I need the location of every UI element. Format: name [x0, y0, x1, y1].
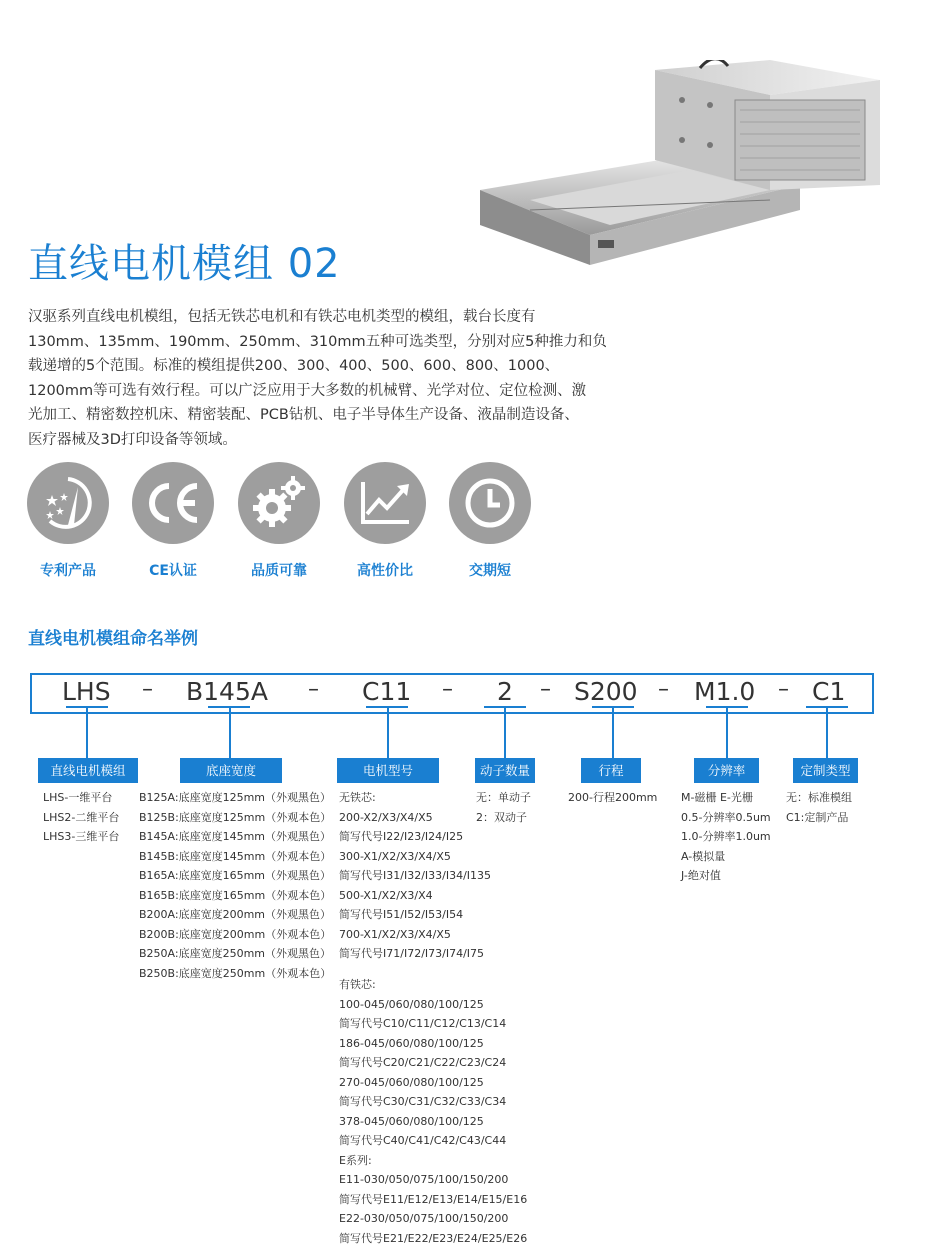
list-item: 简写代号I71/I72/I73/I74/I75 — [339, 947, 485, 960]
list-item: B250A:底座宽度250mm（外观黑色） — [139, 947, 332, 960]
list-item: 2：双动子 — [476, 810, 527, 824]
list-item: 186-045/060/080/100/125 — [339, 1036, 484, 1050]
list-item: E11-030/050/075/100/150/200 — [339, 1173, 509, 1186]
code-dash: – — [308, 677, 319, 702]
feature-label: CE认证 — [149, 563, 197, 579]
list-item: 0.5-分辨率0.5um — [681, 810, 771, 824]
connector-line — [229, 706, 231, 758]
code-dash: – — [442, 677, 453, 702]
list-item: 简写代号C30/C31/C32/C33/C34 — [339, 1095, 507, 1108]
intro-line: 载递增的5个范围。标准的模组提供200、300、400、500、600、800、1000、 — [28, 358, 560, 374]
column-motor-ironless — [339, 788, 491, 964]
ce-icon — [132, 462, 214, 544]
feature-label: 品质可靠 — [251, 563, 307, 579]
column-module — [43, 788, 119, 847]
code-segment: C11 — [362, 677, 412, 706]
list-item: 简写代号C40/C41/C42/C43/C44 — [339, 1134, 507, 1147]
list-item: 1.0-分辨率1.0um — [681, 830, 771, 843]
list-item: 简写代号I22/I23/I24/I25 — [339, 830, 464, 843]
list-item: 简写代号E21/E22/E23/E24/E25/E26 — [339, 1231, 528, 1245]
list-item: 200-X2/X3/X4/X5 — [339, 810, 433, 824]
list-item: 无：单动子 — [476, 791, 531, 804]
tag-custom-type: 定制类型 — [793, 758, 858, 783]
code-segment: C1 — [812, 677, 846, 706]
list-item: B125A:底座宽度125mm（外观黑色） — [139, 791, 332, 804]
page-title: 直线电机模组 02 — [28, 241, 341, 287]
list-item: B200B:底座宽度200mm（外观本色） — [139, 927, 332, 941]
list-item: 200-行程200mm — [568, 791, 658, 804]
list-item: B165B:底座宽度165mm（外观本色） — [139, 888, 332, 902]
list-item: 300-X1/X2/X3/X4/X5 — [339, 849, 451, 863]
column-base-width — [139, 788, 331, 983]
feature-label: 交期短 — [469, 563, 511, 579]
list-item: 700-X1/X2/X3/X4/X5 — [339, 927, 451, 941]
list-item: 简写代号I51/I52/I53/I54 — [339, 908, 464, 921]
list-item: A-模拟量 — [681, 849, 726, 863]
list-item: E22-030/050/075/100/150/200 — [339, 1212, 509, 1225]
tag-resolution: 分辨率 — [694, 758, 759, 783]
connector-line — [504, 706, 506, 758]
code-segment: M1.0 — [694, 677, 756, 706]
feature-ce — [128, 462, 218, 580]
list-item: 简写代号C20/C21/C22/C23/C24 — [339, 1056, 507, 1069]
list-item: 378-045/060/080/100/125 — [339, 1114, 484, 1128]
code-segment: B145A — [186, 677, 268, 706]
tag-mover-count: 动子数量 — [475, 758, 535, 783]
intro-paragraph — [28, 305, 618, 452]
list-item: 无铁芯: — [339, 791, 376, 804]
intro-line: 1200mm等可选有效行程。可以广泛应用于大多数的机械臂、光学对位、定位检测、激 — [28, 382, 587, 399]
list-item: B125B:底座宽度125mm（外观本色） — [139, 810, 332, 824]
feature-label: 高性价比 — [357, 563, 413, 579]
feature-label: 专利产品 — [40, 563, 96, 579]
connector-line — [387, 706, 389, 758]
code-dash: – — [540, 677, 551, 702]
tag-base-width: 底座宽度 — [180, 758, 282, 783]
list-item: M-磁栅 E-光栅 — [681, 791, 753, 804]
list-item: 有铁芯: — [339, 978, 376, 991]
intro-line: 医疗器械及3D打印设备等领域。 — [28, 431, 237, 448]
tag-stroke: 行程 — [581, 758, 641, 783]
product-image — [470, 60, 890, 275]
tag-module: 直线电机模组 — [38, 758, 138, 783]
code-segment: LHS — [62, 677, 111, 706]
list-item: E系列: — [339, 1153, 372, 1167]
list-item: 270-045/060/080/100/125 — [339, 1075, 484, 1089]
column-mover-count — [476, 788, 531, 827]
feature-patent — [23, 462, 113, 580]
code-dash: – — [778, 677, 789, 702]
code-segment: S200 — [574, 677, 638, 706]
list-item: 500-X1/X2/X3/X4 — [339, 888, 433, 902]
column-motor-iron-core — [339, 975, 527, 1248]
connector-line — [612, 706, 614, 758]
list-item: 100-045/060/080/100/125 — [339, 997, 484, 1011]
gears-icon — [238, 462, 320, 544]
feature-value — [340, 462, 430, 580]
feature-quality — [234, 462, 324, 580]
list-item: C1:定制产品 — [786, 810, 849, 824]
list-item: B145B:底座宽度145mm（外观本色） — [139, 849, 332, 863]
intro-line: 光加工、精密数控机床、精密装配、PCB钻机、电子半导体生产设备、液晶制造设备、 — [28, 407, 579, 423]
column-resolution — [681, 788, 771, 886]
chart-rise-icon — [344, 462, 426, 544]
feature-delivery — [445, 462, 535, 580]
code-dash: – — [142, 677, 153, 702]
list-item: 简写代号E11/E12/E13/E14/E15/E16 — [339, 1192, 528, 1206]
patent-icon — [27, 462, 109, 544]
list-item: B200A:底座宽度200mm（外观黑色） — [139, 908, 332, 921]
list-item: LHS2-二维平台 — [43, 810, 120, 824]
list-item: LHS-一维平台 — [43, 791, 113, 804]
list-item: B145A:底座宽度145mm（外观黑色） — [139, 830, 332, 843]
list-item: B250B:底座宽度250mm（外观本色） — [139, 966, 332, 980]
column-custom-type — [786, 788, 852, 827]
clock-icon — [449, 462, 531, 544]
code-dash: – — [658, 677, 669, 702]
naming-heading: 直线电机模组命名举例 — [28, 629, 198, 649]
intro-line: 汉驱系列直线电机模组，包括无铁芯电机和有铁芯电机类型的模组，载台长度有 — [28, 309, 536, 325]
list-item: 无：标准模组 — [786, 791, 852, 804]
list-item: LHS3-三维平台 — [43, 830, 120, 843]
connector-line — [726, 706, 728, 758]
code-segment: 2 — [497, 677, 513, 706]
list-item: 简写代号I31/I32/I33/I34/I135 — [339, 869, 492, 882]
list-item: 简写代号C10/C11/C12/C13/C14 — [339, 1017, 507, 1030]
intro-line: 130mm、135mm、190mm、250mm、310mm五种可选类型，分别对应5种推力和负 — [28, 333, 607, 350]
connector-line — [86, 706, 88, 758]
column-stroke — [568, 788, 657, 808]
tag-motor-type: 电机型号 — [337, 758, 439, 783]
list-item: B165A:底座宽度165mm（外观黑色） — [139, 869, 332, 882]
connector-line — [826, 706, 828, 758]
list-item: J-绝对值 — [681, 869, 721, 882]
